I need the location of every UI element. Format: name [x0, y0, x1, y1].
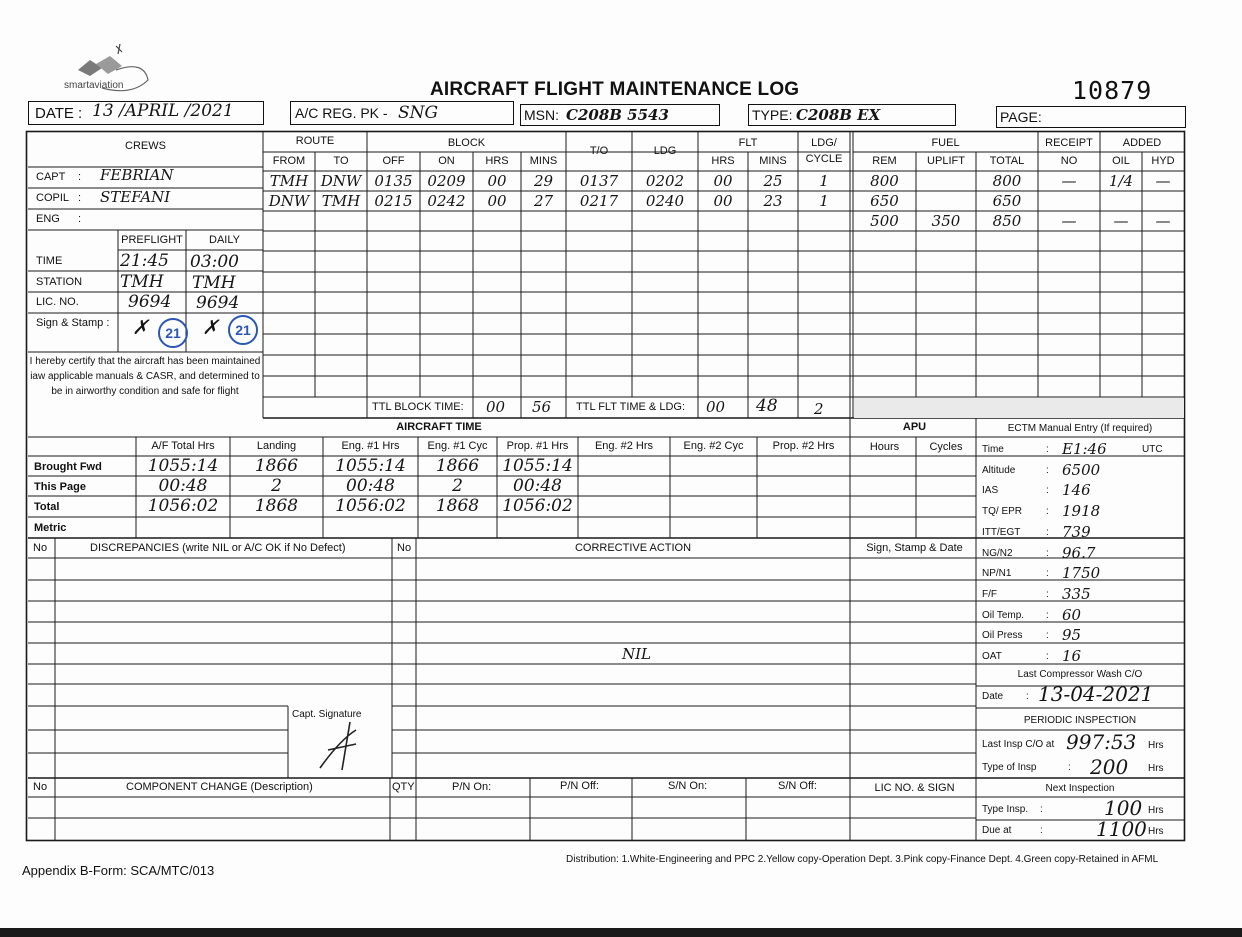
flight-3-hyd: — [1155, 212, 1171, 230]
pn-on-header: P/N On: [452, 781, 492, 793]
aircraft-time-col-3: Eng. #1 Hrs [341, 440, 400, 452]
flight-2-off: 0215 [374, 192, 413, 210]
ectm-colon: : [1046, 609, 1049, 621]
eng-label: ENG [36, 213, 60, 225]
ldg-cycle-header-1: LDG/ [811, 137, 837, 149]
next-type-colon: : [1040, 804, 1043, 815]
flight-3-oil: — [1113, 212, 1129, 230]
crews-header: CREWS [125, 140, 166, 152]
ttl-flt-mins: 48 [756, 396, 778, 416]
copil-colon: : [78, 192, 82, 204]
ectm-colon: : [1046, 526, 1049, 538]
captain-signature-mark [320, 722, 356, 770]
form-title: AIRCRAFT FLIGHT MAINTENANCE LOG [430, 79, 800, 100]
ttl-block-label: TTL BLOCK TIME: [372, 401, 464, 413]
aircraft-time-col-4: Eng. #1 Cyc [427, 440, 488, 452]
daily-station: TMH [192, 273, 236, 293]
compressor-date-colon: : [1026, 691, 1029, 702]
flight-1-mins: 29 [533, 172, 554, 190]
capt-colon: : [78, 171, 82, 183]
flight-2-flt-hrs: 00 [713, 192, 733, 210]
periodic-inspection-header: PERIODIC INSPECTION [1023, 715, 1137, 726]
preflight-header: PREFLIGHT [121, 234, 183, 246]
ectm-value: E1:46 [1062, 440, 1107, 458]
takeoff-header: T/O [589, 145, 609, 157]
sign-stamp-date-header: Sign, Stamp & Date [866, 542, 963, 554]
ttl-block-mins: 56 [532, 398, 552, 416]
preflight-time: 21:45 [120, 251, 169, 271]
preflight-station: TMH [120, 272, 164, 292]
added-header: ADDED [1122, 137, 1162, 149]
component-no-header: No [33, 781, 48, 793]
ttl-block-hrs: 00 [486, 398, 506, 416]
route-header: ROUTE [295, 135, 335, 147]
fuel-total-header: TOTAL [989, 155, 1025, 167]
ectm-colon: : [1046, 547, 1049, 559]
ectm-label: Oil Press [982, 630, 1023, 642]
ectm-colon: : [1046, 630, 1049, 642]
aircraft-time-cell: 1868 [435, 496, 480, 516]
last-insp-label: Last Insp C/O at [982, 739, 1055, 750]
ldg-cycle-header-2: CYCLE [805, 153, 843, 165]
on-header: ON [438, 155, 455, 167]
date-label: DATE : [35, 105, 83, 122]
capt-label: CAPT [36, 171, 66, 183]
ectm-value: 739 [1062, 522, 1091, 541]
capt-value: FEBRIAN [100, 166, 174, 184]
compressor-wash-header: Last Compressor Wash C/O [1017, 669, 1143, 680]
flight-1-total: 800 [992, 172, 1022, 190]
flight-3-receipt: — [1061, 212, 1077, 230]
flight-2-total: 650 [992, 192, 1022, 210]
ectm-label: Time [982, 444, 1004, 455]
capt-signature-label: Capt. Signature [292, 709, 362, 720]
aircraft-time-cell: 1055:14 [502, 456, 573, 476]
flight-1-cycle: 1 [819, 172, 829, 190]
ectm-value: 146 [1062, 481, 1091, 500]
next-type-label: Type Insp. [982, 804, 1029, 815]
apu-header: APU [902, 421, 927, 433]
aircraft-time-cell: 1056:02 [502, 496, 573, 516]
oil-header: OIL [1112, 155, 1130, 167]
flt-hrs-header: HRS [711, 155, 735, 167]
block-header: BLOCK [447, 137, 486, 149]
aircraft-time-col-5: Prop. #1 Hrs [506, 440, 569, 452]
lic-no-label: LIC. NO. [36, 296, 79, 308]
ectm-value: 60 [1062, 605, 1082, 624]
compressor-date-value: 13-04-2021 [1038, 682, 1154, 706]
flight-2-from: DNW [268, 192, 310, 210]
ectm-label: TQ/ EPR [982, 506, 1023, 518]
receipt-header: RECEIPT [1045, 137, 1093, 149]
logo-text: smartaviation [64, 80, 124, 91]
ttl-ldg: 2 [814, 400, 824, 418]
ectm-label: OAT [982, 651, 1002, 662]
ac-reg-label: A/C REG. PK - [295, 105, 388, 121]
discrepancy-no-header: No [33, 542, 48, 554]
flight-2-to: TMH [321, 192, 361, 210]
block-hrs-header: HRS [485, 155, 509, 167]
aircraft-time-col-2: Landing [256, 440, 297, 452]
fuel-uplift-header: UPLIFT [927, 155, 965, 167]
ectm-value: 6500 [1062, 460, 1101, 479]
ac-reg-value: SNG [398, 103, 439, 123]
next-inspection-header: Next Inspection [1045, 783, 1115, 794]
compressor-date-label: Date [982, 691, 1004, 702]
aircraft-time-cell: 1868 [254, 496, 299, 516]
corrective-no-header: No [397, 542, 412, 554]
aircraft-time-cell: 1055:14 [147, 456, 219, 476]
off-header: OFF [382, 155, 405, 167]
flight-1-flt-mins: 25 [763, 172, 783, 190]
type-insp-value: 200 [1090, 755, 1129, 779]
ectm-value: 1750 [1062, 564, 1101, 583]
aircraft-time-cell: 1056:02 [147, 496, 219, 516]
flight-3-uplift: 350 [931, 212, 961, 230]
corrective-action-header: CORRECTIVE ACTION [574, 542, 692, 554]
due-at-label: Due at [982, 825, 1012, 836]
flight-1-hyd: — [1155, 172, 1171, 190]
qty-header: QTY [392, 781, 415, 793]
pn-off-header: P/N Off: [560, 780, 599, 792]
aircraft-time-cell: 00:48 [513, 476, 562, 496]
aircraft-time-cell: 1866 [435, 456, 480, 476]
sign-stamp-label: Sign & Stamp : [36, 317, 110, 329]
ectm-label: Altitude [982, 464, 1016, 476]
aircraft-time-cell: 1055:14 [335, 456, 406, 476]
flight-2-to-time: 0217 [579, 192, 619, 210]
ectm-colon: : [1046, 485, 1049, 497]
ectm-colon: : [1046, 568, 1049, 580]
type-insp-colon: : [1068, 762, 1071, 773]
daily-stamp-icon: 21 [228, 315, 258, 345]
flight-1-off: 0135 [374, 172, 413, 190]
landing-header: LDG [653, 145, 677, 157]
type-label: TYPE: [752, 107, 793, 123]
flight-2-flt-mins: 23 [763, 192, 783, 210]
flight-2-mins: 27 [533, 192, 554, 210]
ectm-value: 16 [1062, 647, 1082, 665]
aircraft-time-col-8: Prop. #2 Hrs [772, 440, 835, 452]
ectm-colon: : [1046, 464, 1049, 476]
flight-3-rem: 500 [870, 212, 899, 230]
apu-cycles-header: Cycles [929, 441, 963, 453]
daily-header: DAILY [209, 234, 240, 246]
component-change-header: COMPONENT CHANGE (Description) [126, 781, 313, 793]
preflight-signature: ✗ [132, 315, 149, 339]
aircraft-time-cell: 00:48 [346, 476, 395, 496]
appendix-label: Appendix B-Form: SCA/MTC/013 [22, 863, 215, 878]
flight-1-rem: 800 [870, 172, 899, 190]
next-type-hrs: Hrs [1148, 805, 1164, 816]
last-insp-hrs: Hrs [1148, 740, 1164, 751]
preflight-stamp-icon: 21 [158, 318, 188, 348]
time-label: TIME [36, 255, 63, 267]
daily-signature: ✗ [202, 315, 219, 339]
daily-time: 03:00 [190, 252, 239, 272]
ectm-value: 95 [1062, 626, 1082, 645]
flight-3-total: 850 [992, 212, 1022, 230]
discrepancies-header: DISCREPANCIES (write NIL or A/C OK if No Defect) [90, 542, 346, 554]
type-insp-hrs: Hrs [1148, 763, 1164, 774]
aircraft-time-row-label: This Page [34, 481, 86, 493]
form-serial-number: 10879 [1072, 76, 1153, 105]
sn-off-header: S/N Off: [778, 780, 817, 792]
aircraft-time-col-1: A/F Total Hrs [151, 440, 215, 452]
ectm-colon: : [1046, 444, 1049, 455]
aircraft-time-cell: 2 [452, 476, 463, 496]
ectm-label: NG/N2 [982, 547, 1013, 559]
aircraft-time-col-7: Eng. #2 Cyc [683, 440, 744, 452]
receipt-no-header: NO [1060, 155, 1078, 167]
ectm-value: 335 [1062, 584, 1091, 603]
flight-2-on: 0242 [427, 192, 466, 210]
type-insp-label: Type of Insp [982, 762, 1037, 773]
flight-1-to-time: 0137 [579, 172, 619, 190]
from-header: FROM [272, 155, 306, 167]
apu-hours-header: Hours [869, 441, 900, 453]
aircraft-time-cell: 1056:02 [335, 496, 406, 516]
flight-1-oil: 1/4 [1108, 172, 1134, 190]
type-value: C208B EX [796, 106, 881, 124]
next-type-value: 100 [1104, 796, 1143, 820]
ectm-label: Oil Temp. [982, 609, 1025, 621]
copil-label: COPIL [36, 192, 70, 204]
flight-2-cycle: 1 [819, 192, 829, 210]
last-insp-value: 997:53 [1066, 730, 1137, 754]
flt-mins-header: MINS [759, 155, 787, 167]
aircraft-time-row-label: Metric [34, 522, 67, 534]
flight-1-from: TMH [269, 172, 309, 190]
distribution-note: Distribution: 1.White-Engineering and PPC 2.Yellow copy-Operation Dept. 3.Pink copy-Finance Dept. 4.Green copy-Retained in AFML [566, 854, 1159, 865]
due-at-hrs: Hrs [1148, 826, 1164, 837]
block-mins-header: MINS [529, 155, 558, 167]
ttl-flt-label: TTL FLT TIME & LDG: [576, 401, 686, 413]
aircraft-time-col-6: Eng. #2 Hrs [594, 440, 654, 452]
ectm-label: NP/N1 [982, 568, 1012, 580]
lic-sign-header: LIC NO. & SIGN [874, 782, 955, 794]
aircraft-time-cell: 1866 [254, 456, 299, 476]
flight-1-flt-hrs: 00 [713, 172, 733, 190]
flight-2-rem: 650 [870, 192, 899, 210]
aircraft-time-cell: 2 [271, 476, 282, 496]
ectm-unit: UTC [1142, 444, 1163, 455]
aircraft-time-row-label: Total [34, 501, 60, 513]
fuel-rem-header: REM [872, 155, 897, 167]
ectm-value: 96.7 [1062, 543, 1096, 562]
aircraft-time-cell: 00:48 [158, 476, 208, 496]
ectm-colon: : [1046, 651, 1049, 662]
flight-1-receipt: — [1061, 172, 1077, 190]
due-at-value: 1100 [1096, 817, 1147, 841]
ectm-label: ITT/EGT [982, 526, 1021, 538]
certification-text: I hereby certify that the aircraft has been maintained iaw applicable manuals & CASR, and determined to be in airworthy condition and safe for flight [29, 356, 261, 397]
ectm-value: 1918 [1062, 502, 1101, 521]
flight-1-on: 0209 [427, 172, 466, 190]
corrective-nil-entry: NIL [622, 645, 652, 663]
ectm-colon: : [1046, 588, 1049, 600]
aircraft-time-header: AIRCRAFT TIME [396, 421, 482, 433]
msn-label: MSN: [524, 107, 559, 123]
station-label: STATION [36, 276, 83, 288]
msn-value: C208B 5543 [566, 106, 669, 124]
ectm-header: ECTM Manual Entry (If required) [1007, 423, 1153, 434]
fuel-header: FUEL [931, 137, 960, 149]
ectm-colon: : [1046, 506, 1049, 518]
sn-on-header: S/N On: [668, 780, 708, 792]
flight-2-ldg: 0240 [645, 192, 685, 210]
flight-1-hrs: 00 [487, 172, 507, 190]
flt-header: FLT [738, 137, 758, 149]
flight-2-hrs: 00 [487, 192, 507, 210]
ectm-label: IAS [982, 485, 999, 497]
ttl-flt-hrs: 00 [706, 398, 726, 416]
daily-lic: 9694 [196, 293, 240, 313]
to-header: TO [333, 155, 349, 167]
flight-1-ldg: 0202 [645, 172, 685, 190]
copil-value: STEFANI [100, 188, 171, 206]
date-value: 13 /APRIL /2021 [92, 101, 234, 121]
aircraft-time-row-label: Brought Fwd [34, 461, 102, 473]
page-label: PAGE: [1000, 109, 1042, 125]
due-at-colon: : [1040, 825, 1043, 836]
hyd-header: HYD [1151, 155, 1175, 167]
ectm-label: F/F [982, 588, 997, 600]
eng-colon: : [78, 213, 82, 225]
flight-1-to: DNW [320, 172, 362, 190]
preflight-lic: 9694 [128, 292, 172, 312]
